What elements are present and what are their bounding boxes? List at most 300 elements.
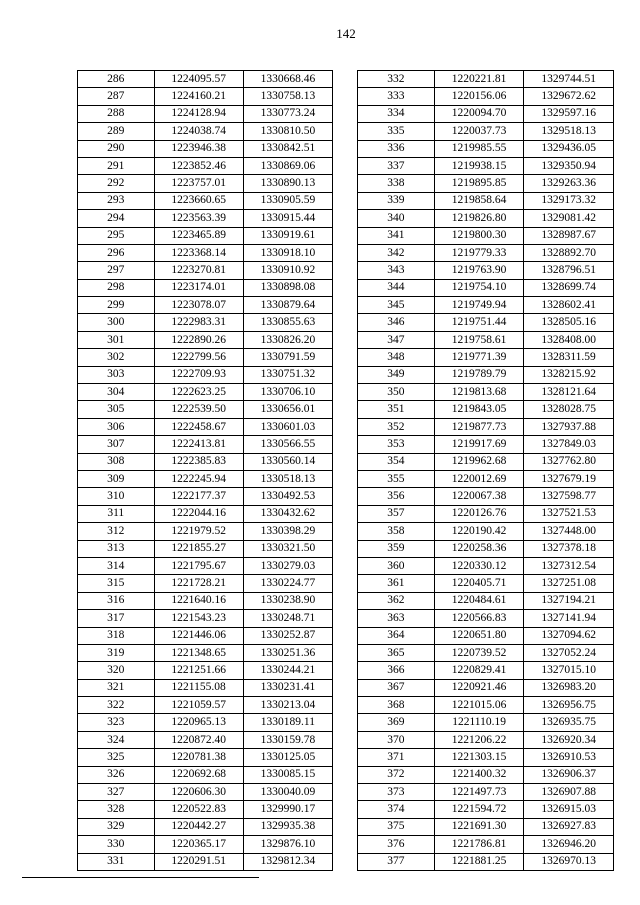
y-coordinate-cell: 1328028.75	[524, 401, 614, 418]
x-coordinate-cell: 1224160.21	[154, 88, 243, 105]
point-number-cell: 365	[358, 644, 435, 661]
y-coordinate-cell: 1327378.18	[524, 540, 614, 557]
y-coordinate-cell: 1327094.62	[524, 627, 614, 644]
y-coordinate-cell: 1326915.03	[524, 801, 614, 818]
y-coordinate-cell: 1330751.32	[243, 366, 332, 383]
table-row	[358, 210, 614, 227]
x-coordinate-cell: 1222177.37	[154, 488, 243, 505]
x-coordinate-cell: 1222539.50	[154, 401, 243, 418]
table-row	[78, 157, 333, 174]
point-number-cell: 334	[358, 105, 435, 122]
y-coordinate-cell: 1330125.05	[243, 749, 332, 766]
point-number-cell: 287	[78, 88, 155, 105]
y-coordinate-cell: 1330879.64	[243, 297, 332, 314]
table-row	[78, 262, 333, 279]
y-coordinate-cell: 1328311.59	[524, 349, 614, 366]
point-number-cell: 335	[358, 123, 435, 140]
table-row	[78, 366, 333, 383]
point-number-cell: 342	[358, 244, 435, 261]
y-coordinate-cell: 1328505.16	[524, 314, 614, 331]
x-coordinate-cell: 1220781.38	[154, 749, 243, 766]
table-row	[358, 575, 614, 592]
point-number-cell: 366	[358, 662, 435, 679]
x-coordinate-cell: 1222623.25	[154, 384, 243, 401]
point-number-cell: 326	[78, 766, 155, 783]
table-row	[78, 731, 333, 748]
table-row	[78, 662, 333, 679]
x-coordinate-cell: 1220484.61	[434, 592, 524, 609]
table-row	[358, 592, 614, 609]
y-coordinate-cell: 1327521.53	[524, 505, 614, 522]
point-number-cell: 359	[358, 540, 435, 557]
table-row	[358, 297, 614, 314]
y-coordinate-cell: 1329812.34	[243, 853, 332, 870]
point-number-cell: 290	[78, 140, 155, 157]
x-coordinate-cell: 1220442.27	[154, 818, 243, 835]
x-coordinate-cell: 1220566.83	[434, 610, 524, 627]
table-row	[78, 488, 333, 505]
coordinates-table-left	[77, 70, 333, 871]
coordinates-table-right	[357, 70, 614, 871]
x-coordinate-cell: 1220872.40	[154, 731, 243, 748]
point-number-cell: 302	[78, 349, 155, 366]
table-row	[78, 592, 333, 609]
table-row	[78, 784, 333, 801]
y-coordinate-cell: 1326907.88	[524, 784, 614, 801]
point-number-cell: 358	[358, 523, 435, 540]
point-number-cell: 372	[358, 766, 435, 783]
y-coordinate-cell: 1329876.10	[243, 836, 332, 853]
y-coordinate-cell: 1328215.92	[524, 366, 614, 383]
point-number-cell: 308	[78, 453, 155, 470]
table-row	[358, 227, 614, 244]
point-number-cell: 298	[78, 279, 155, 296]
x-coordinate-cell: 1222385.83	[154, 453, 243, 470]
table-row	[78, 314, 333, 331]
x-coordinate-cell: 1221543.23	[154, 610, 243, 627]
table-row	[358, 349, 614, 366]
y-coordinate-cell: 1330432.62	[243, 505, 332, 522]
point-number-cell: 315	[78, 575, 155, 592]
y-coordinate-cell: 1330855.63	[243, 314, 332, 331]
table-row	[78, 418, 333, 435]
x-coordinate-cell: 1220965.13	[154, 714, 243, 731]
table-row	[358, 366, 614, 383]
point-number-cell: 293	[78, 192, 155, 209]
point-number-cell: 322	[78, 697, 155, 714]
point-number-cell: 336	[358, 140, 435, 157]
y-coordinate-cell: 1330085.15	[243, 766, 332, 783]
x-coordinate-cell: 1219789.79	[434, 366, 524, 383]
y-coordinate-cell: 1327194.21	[524, 592, 614, 609]
point-number-cell: 324	[78, 731, 155, 748]
table-row	[78, 749, 333, 766]
y-coordinate-cell: 1328408.00	[524, 331, 614, 348]
table-row	[358, 610, 614, 627]
point-number-cell: 323	[78, 714, 155, 731]
x-coordinate-cell: 1221446.06	[154, 627, 243, 644]
point-number-cell: 297	[78, 262, 155, 279]
x-coordinate-cell: 1220651.80	[434, 627, 524, 644]
y-coordinate-cell: 1330213.04	[243, 697, 332, 714]
table-row	[78, 192, 333, 209]
y-coordinate-cell: 1330159.78	[243, 731, 332, 748]
x-coordinate-cell: 1220291.51	[154, 853, 243, 870]
table-row	[78, 175, 333, 192]
y-coordinate-cell: 1330252.87	[243, 627, 332, 644]
y-coordinate-cell: 1329081.42	[524, 210, 614, 227]
table-row	[78, 436, 333, 453]
table-row	[358, 436, 614, 453]
y-coordinate-cell: 1326920.34	[524, 731, 614, 748]
y-coordinate-cell: 1329173.32	[524, 192, 614, 209]
x-coordinate-cell: 1223368.14	[154, 244, 243, 261]
x-coordinate-cell: 1220067.38	[434, 488, 524, 505]
x-coordinate-cell: 1219779.33	[434, 244, 524, 261]
y-coordinate-cell: 1330919.61	[243, 227, 332, 244]
table-row	[78, 297, 333, 314]
point-number-cell: 304	[78, 384, 155, 401]
table-row	[78, 88, 333, 105]
table-row	[358, 140, 614, 157]
point-number-cell: 320	[78, 662, 155, 679]
x-coordinate-cell: 1220156.06	[434, 88, 524, 105]
x-coordinate-cell: 1220190.42	[434, 523, 524, 540]
y-coordinate-cell: 1329672.62	[524, 88, 614, 105]
table-row	[78, 227, 333, 244]
x-coordinate-cell: 1221728.21	[154, 575, 243, 592]
point-number-cell: 355	[358, 470, 435, 487]
y-coordinate-cell: 1330826.20	[243, 331, 332, 348]
y-coordinate-cell: 1330224.77	[243, 575, 332, 592]
y-coordinate-cell: 1330918.10	[243, 244, 332, 261]
x-coordinate-cell: 1221059.57	[154, 697, 243, 714]
point-number-cell: 351	[358, 401, 435, 418]
table-row	[78, 279, 333, 296]
table-row	[78, 766, 333, 783]
table-row	[78, 610, 333, 627]
y-coordinate-cell: 1330251.36	[243, 644, 332, 661]
x-coordinate-cell: 1220258.36	[434, 540, 524, 557]
point-number-cell: 350	[358, 384, 435, 401]
table-row	[358, 557, 614, 574]
table-row	[358, 523, 614, 540]
y-coordinate-cell: 1326935.75	[524, 714, 614, 731]
x-coordinate-cell: 1219754.10	[434, 279, 524, 296]
x-coordinate-cell: 1221110.19	[434, 714, 524, 731]
point-number-cell: 354	[358, 453, 435, 470]
y-coordinate-cell: 1329350.94	[524, 157, 614, 174]
table-row	[78, 853, 333, 870]
point-number-cell: 319	[78, 644, 155, 661]
table-row	[358, 244, 614, 261]
table-row	[358, 766, 614, 783]
point-number-cell: 300	[78, 314, 155, 331]
point-number-cell: 303	[78, 366, 155, 383]
x-coordinate-cell: 1223852.46	[154, 157, 243, 174]
point-number-cell: 325	[78, 749, 155, 766]
point-number-cell: 306	[78, 418, 155, 435]
y-coordinate-cell: 1327679.19	[524, 470, 614, 487]
table-row	[78, 714, 333, 731]
table-row	[78, 523, 333, 540]
y-coordinate-cell: 1330321.50	[243, 540, 332, 557]
y-coordinate-cell: 1327762.80	[524, 453, 614, 470]
point-number-cell: 339	[358, 192, 435, 209]
y-coordinate-cell: 1330869.06	[243, 157, 332, 174]
y-coordinate-cell: 1330231.41	[243, 679, 332, 696]
table-row	[358, 818, 614, 835]
x-coordinate-cell: 1221640.16	[154, 592, 243, 609]
point-number-cell: 311	[78, 505, 155, 522]
table-row	[78, 540, 333, 557]
point-number-cell: 349	[358, 366, 435, 383]
x-coordinate-cell: 1224128.94	[154, 105, 243, 122]
table-row	[358, 714, 614, 731]
point-number-cell: 368	[358, 697, 435, 714]
y-coordinate-cell: 1330238.90	[243, 592, 332, 609]
table-row	[358, 192, 614, 209]
coordinates-table-right-body	[358, 71, 614, 871]
point-number-cell: 330	[78, 836, 155, 853]
table-row	[358, 418, 614, 435]
point-number-cell: 296	[78, 244, 155, 261]
table-row	[78, 331, 333, 348]
x-coordinate-cell: 1220365.17	[154, 836, 243, 853]
x-coordinate-cell: 1222983.31	[154, 314, 243, 331]
x-coordinate-cell: 1222890.26	[154, 331, 243, 348]
y-coordinate-cell: 1330601.03	[243, 418, 332, 435]
table-row	[358, 71, 614, 88]
y-coordinate-cell: 1330189.11	[243, 714, 332, 731]
x-coordinate-cell: 1222799.56	[154, 349, 243, 366]
x-coordinate-cell: 1220921.46	[434, 679, 524, 696]
x-coordinate-cell: 1219877.73	[434, 418, 524, 435]
table-row	[358, 262, 614, 279]
point-number-cell: 316	[78, 592, 155, 609]
x-coordinate-cell: 1220829.41	[434, 662, 524, 679]
y-coordinate-cell: 1330040.09	[243, 784, 332, 801]
point-number-cell: 344	[358, 279, 435, 296]
point-number-cell: 346	[358, 314, 435, 331]
point-number-cell: 291	[78, 157, 155, 174]
x-coordinate-cell: 1221303.15	[434, 749, 524, 766]
table-row	[358, 470, 614, 487]
table-row	[358, 731, 614, 748]
x-coordinate-cell: 1223465.89	[154, 227, 243, 244]
table-row	[358, 505, 614, 522]
y-coordinate-cell: 1326970.13	[524, 853, 614, 870]
table-row	[358, 662, 614, 679]
y-coordinate-cell: 1330810.50	[243, 123, 332, 140]
table-row	[358, 644, 614, 661]
x-coordinate-cell: 1223757.01	[154, 175, 243, 192]
x-coordinate-cell: 1223270.81	[154, 262, 243, 279]
y-coordinate-cell: 1327141.94	[524, 610, 614, 627]
table-row	[358, 801, 614, 818]
x-coordinate-cell: 1221155.08	[154, 679, 243, 696]
table-row	[78, 140, 333, 157]
y-coordinate-cell: 1327937.88	[524, 418, 614, 435]
y-coordinate-cell: 1326956.75	[524, 697, 614, 714]
point-number-cell: 332	[358, 71, 435, 88]
y-coordinate-cell: 1329263.36	[524, 175, 614, 192]
y-coordinate-cell: 1326927.83	[524, 818, 614, 835]
table-row	[78, 401, 333, 418]
point-number-cell: 352	[358, 418, 435, 435]
x-coordinate-cell: 1221691.30	[434, 818, 524, 835]
table-row	[358, 697, 614, 714]
table-row	[358, 279, 614, 296]
point-number-cell: 343	[358, 262, 435, 279]
table-row	[358, 105, 614, 122]
y-coordinate-cell: 1328121.64	[524, 384, 614, 401]
point-number-cell: 345	[358, 297, 435, 314]
x-coordinate-cell: 1222044.16	[154, 505, 243, 522]
point-number-cell: 286	[78, 71, 155, 88]
point-number-cell: 331	[78, 853, 155, 870]
x-coordinate-cell: 1221881.25	[434, 853, 524, 870]
y-coordinate-cell: 1329518.13	[524, 123, 614, 140]
y-coordinate-cell: 1330898.08	[243, 279, 332, 296]
point-number-cell: 329	[78, 818, 155, 835]
x-coordinate-cell: 1221400.32	[434, 766, 524, 783]
table-row	[358, 384, 614, 401]
x-coordinate-cell: 1220405.71	[434, 575, 524, 592]
point-number-cell: 369	[358, 714, 435, 731]
point-number-cell: 305	[78, 401, 155, 418]
x-coordinate-cell: 1219813.68	[434, 384, 524, 401]
x-coordinate-cell: 1219771.39	[434, 349, 524, 366]
x-coordinate-cell: 1219843.05	[434, 401, 524, 418]
y-coordinate-cell: 1330668.46	[243, 71, 332, 88]
x-coordinate-cell: 1219749.94	[434, 297, 524, 314]
table-row	[358, 157, 614, 174]
y-coordinate-cell: 1330915.44	[243, 210, 332, 227]
point-number-cell: 362	[358, 592, 435, 609]
y-coordinate-cell: 1328796.51	[524, 262, 614, 279]
table-row	[78, 818, 333, 835]
x-coordinate-cell: 1222458.67	[154, 418, 243, 435]
y-coordinate-cell: 1326946.20	[524, 836, 614, 853]
x-coordinate-cell: 1224095.57	[154, 71, 243, 88]
table-row	[78, 697, 333, 714]
point-number-cell: 318	[78, 627, 155, 644]
y-coordinate-cell: 1327015.10	[524, 662, 614, 679]
x-coordinate-cell: 1219962.68	[434, 453, 524, 470]
footnote-divider	[22, 877, 259, 878]
x-coordinate-cell: 1219826.80	[434, 210, 524, 227]
point-number-cell: 364	[358, 627, 435, 644]
point-number-cell: 307	[78, 436, 155, 453]
x-coordinate-cell: 1220126.76	[434, 505, 524, 522]
y-coordinate-cell: 1329436.05	[524, 140, 614, 157]
table-row	[78, 105, 333, 122]
point-number-cell: 337	[358, 157, 435, 174]
table-row	[78, 453, 333, 470]
table-row	[78, 349, 333, 366]
table-row	[358, 836, 614, 853]
x-coordinate-cell: 1221348.65	[154, 644, 243, 661]
point-number-cell: 367	[358, 679, 435, 696]
table-row	[358, 488, 614, 505]
point-number-cell: 333	[358, 88, 435, 105]
point-number-cell: 371	[358, 749, 435, 766]
table-row	[358, 749, 614, 766]
point-number-cell: 373	[358, 784, 435, 801]
y-coordinate-cell: 1330706.10	[243, 384, 332, 401]
x-coordinate-cell: 1221015.06	[434, 697, 524, 714]
x-coordinate-cell: 1219858.64	[434, 192, 524, 209]
table-row	[78, 244, 333, 261]
table-row	[358, 88, 614, 105]
table-row	[78, 470, 333, 487]
table-row	[78, 557, 333, 574]
x-coordinate-cell: 1223946.38	[154, 140, 243, 157]
point-number-cell: 309	[78, 470, 155, 487]
y-coordinate-cell: 1329990.17	[243, 801, 332, 818]
point-number-cell: 327	[78, 784, 155, 801]
point-number-cell: 347	[358, 331, 435, 348]
y-coordinate-cell: 1328987.67	[524, 227, 614, 244]
y-coordinate-cell: 1330566.55	[243, 436, 332, 453]
table-row	[78, 679, 333, 696]
point-number-cell: 376	[358, 836, 435, 853]
table-row	[358, 453, 614, 470]
y-coordinate-cell: 1330560.14	[243, 453, 332, 470]
table-row	[358, 331, 614, 348]
y-coordinate-cell: 1326983.20	[524, 679, 614, 696]
x-coordinate-cell: 1220037.73	[434, 123, 524, 140]
x-coordinate-cell: 1219895.85	[434, 175, 524, 192]
point-number-cell: 321	[78, 679, 155, 696]
point-number-cell: 299	[78, 297, 155, 314]
coordinates-table-left-body	[78, 71, 333, 871]
point-number-cell: 328	[78, 801, 155, 818]
point-number-cell: 348	[358, 349, 435, 366]
x-coordinate-cell: 1219938.15	[434, 157, 524, 174]
point-number-cell: 289	[78, 123, 155, 140]
x-coordinate-cell: 1220692.68	[154, 766, 243, 783]
x-coordinate-cell: 1223563.39	[154, 210, 243, 227]
y-coordinate-cell: 1329744.51	[524, 71, 614, 88]
point-number-cell: 314	[78, 557, 155, 574]
y-coordinate-cell: 1328892.70	[524, 244, 614, 261]
table-row	[78, 644, 333, 661]
x-coordinate-cell: 1222245.94	[154, 470, 243, 487]
point-number-cell: 370	[358, 731, 435, 748]
y-coordinate-cell: 1330758.13	[243, 88, 332, 105]
point-number-cell: 338	[358, 175, 435, 192]
y-coordinate-cell: 1326910.53	[524, 749, 614, 766]
y-coordinate-cell: 1327598.77	[524, 488, 614, 505]
table-row	[78, 505, 333, 522]
y-coordinate-cell: 1330773.24	[243, 105, 332, 122]
x-coordinate-cell: 1221786.81	[434, 836, 524, 853]
table-row	[358, 853, 614, 870]
y-coordinate-cell: 1327052.24	[524, 644, 614, 661]
x-coordinate-cell: 1220739.52	[434, 644, 524, 661]
table-row	[78, 210, 333, 227]
table-row	[358, 540, 614, 557]
y-coordinate-cell: 1330656.01	[243, 401, 332, 418]
x-coordinate-cell: 1224038.74	[154, 123, 243, 140]
y-coordinate-cell: 1330910.92	[243, 262, 332, 279]
point-number-cell: 357	[358, 505, 435, 522]
x-coordinate-cell: 1220330.12	[434, 557, 524, 574]
x-coordinate-cell: 1221795.67	[154, 557, 243, 574]
x-coordinate-cell: 1221206.22	[434, 731, 524, 748]
